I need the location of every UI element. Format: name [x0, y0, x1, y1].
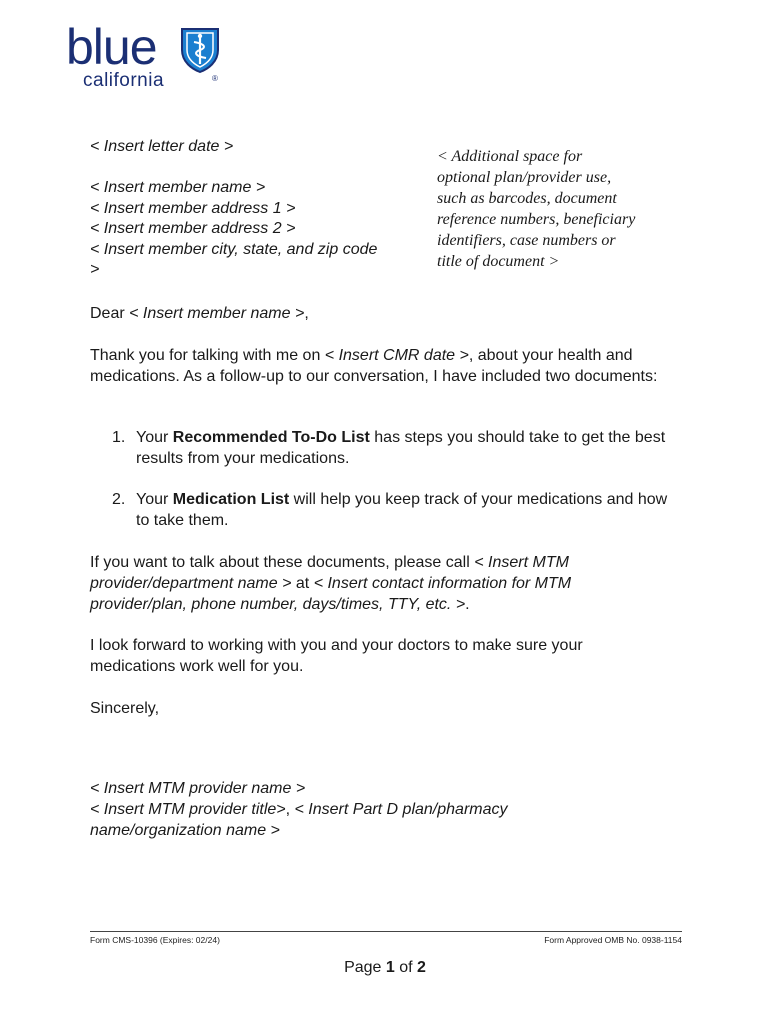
page-label: Page	[344, 959, 386, 976]
list-number: 1.	[112, 429, 126, 446]
list-item	[112, 427, 672, 469]
signature-sep: ,	[285, 801, 295, 818]
list-text-post: has steps you should take to get the best results from your medications.	[136, 429, 666, 467]
page-number	[0, 959, 770, 977]
call-end: .	[465, 596, 470, 613]
closing-paragraph: I look forward to working with you and your doctors to make sure your medications work well for you.	[90, 637, 583, 675]
form-number: Form CMS-10396 (Expires: 02/24)	[90, 935, 220, 945]
side-note-line: identifiers, case numbers or	[437, 232, 616, 249]
signature-org: < Insert Part D plan/pharmacy name/organization name >	[90, 801, 508, 839]
member-name: < Insert member name >	[90, 179, 266, 196]
contact-placeholder: < Insert contact information for MTM provider/plan, phone number, days/times, TTY, etc. >	[90, 575, 572, 613]
salutation	[90, 303, 690, 324]
intro-text-1: Thank you for talking with me on	[90, 347, 325, 364]
footer-divider	[90, 931, 682, 932]
signature-block	[90, 778, 610, 841]
intro-paragraph	[90, 345, 670, 387]
signature-title: < Insert MTM provider title>	[90, 801, 286, 818]
member-city: < Insert member city, state, and zip code	[90, 240, 378, 258]
list-text-pre: Your	[136, 429, 173, 446]
shield-icon	[179, 26, 221, 74]
list-item	[112, 489, 672, 531]
member-address-1: < Insert member address 1 >	[90, 199, 296, 217]
salutation-name: < Insert member name >	[129, 305, 305, 322]
cmr-date-placeholder: < Insert CMR date >	[324, 347, 469, 364]
page-current: 1	[385, 959, 395, 976]
side-note-line: optional plan/provider use,	[437, 169, 612, 186]
member-address-2: < Insert member address 2 >	[90, 220, 296, 237]
member-address-block	[90, 178, 420, 281]
sincerely: Sincerely,	[90, 700, 160, 717]
signature-name: < Insert MTM provider name >	[90, 780, 306, 797]
call-paragraph	[90, 552, 650, 615]
intro-text-2: , about your health and medications. As a follow-up to our conversation, I have included two documents:	[90, 347, 658, 385]
side-note-line: reference numbers, beneficiary	[437, 211, 636, 228]
list-text-post: will help you keep track of your medications and how to take them.	[136, 491, 668, 529]
side-note	[437, 146, 677, 272]
signature-title-line	[90, 799, 610, 841]
page-total: 2	[417, 959, 426, 976]
list-text-bold: Medication List	[172, 491, 290, 508]
member-city-end: >	[90, 261, 100, 278]
list-text-bold: Recommended To-Do List	[172, 429, 370, 446]
salutation-dear: Dear	[90, 305, 130, 322]
side-note-line: title of document >	[437, 253, 560, 270]
logo	[66, 19, 226, 92]
list-text-pre: Your	[136, 491, 173, 508]
logo-subtitle: california	[83, 70, 165, 91]
side-note-line: < Additional space for	[437, 148, 583, 165]
call-at: at	[291, 575, 314, 592]
logo-wordmark: blue	[66, 19, 157, 75]
page-of: of	[394, 959, 418, 976]
salutation-comma: ,	[304, 305, 309, 322]
call-text: If you want to talk about these documents, please call	[90, 554, 475, 571]
provider-placeholder: < Insert MTM provider/department name >	[90, 554, 569, 592]
list-number: 2.	[112, 491, 126, 508]
side-note-line: such as barcodes, document	[437, 190, 617, 207]
omb-number: Form Approved OMB No. 0938-1154	[544, 935, 682, 945]
registered-mark: ®	[212, 74, 218, 83]
letter-date: < Insert letter date >	[90, 138, 234, 155]
